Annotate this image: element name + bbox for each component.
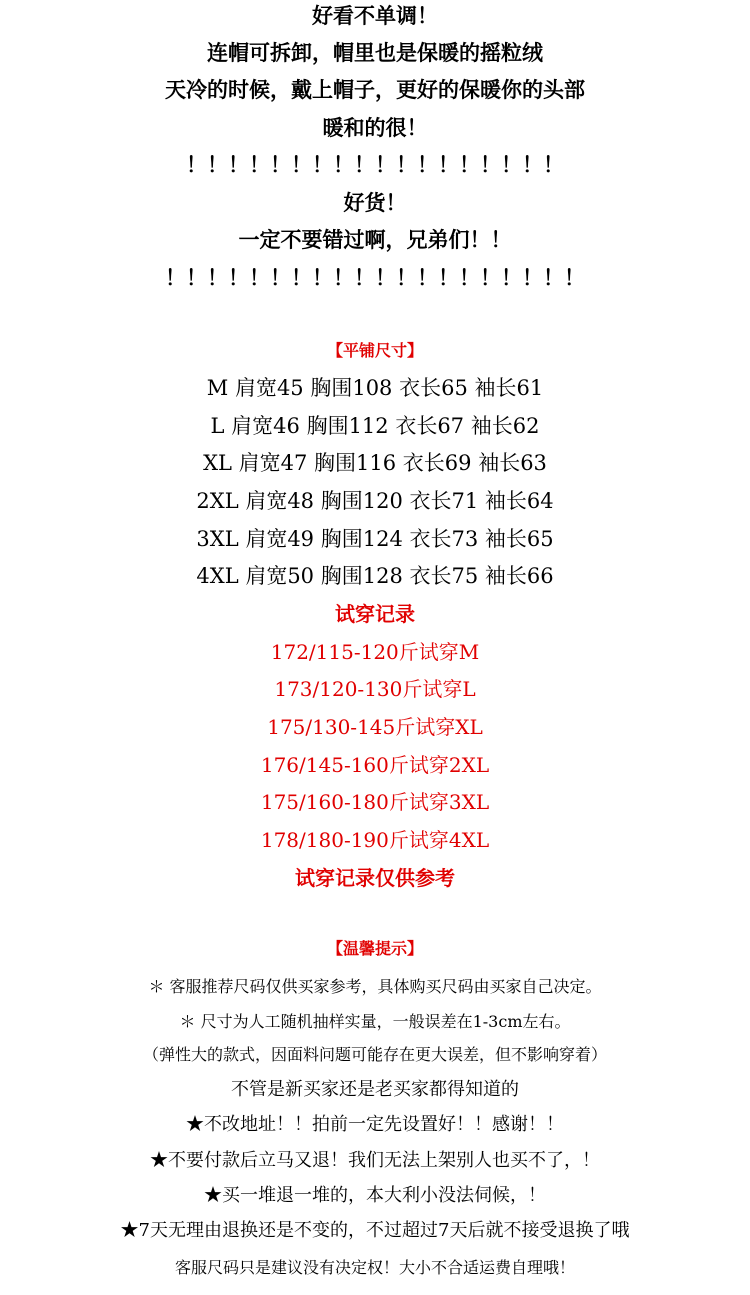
- intro-line: 好看不单调！: [312, 3, 438, 28]
- notice-line: ★不改地址！！拍前一定先设置好！！感谢！！: [186, 1114, 564, 1135]
- size-row: L 肩宽46 胸围112 衣长67 袖长62: [210, 414, 540, 438]
- intro-line: 一定不要错过啊，兄弟们！！: [238, 227, 512, 252]
- tip-line: ＊ 客服推荐尺码仅供买家参考，具体购买尺码由买家自己决定。: [148, 977, 602, 996]
- intro-line: ！！！！！！！！！！！！！！！！！！: [186, 152, 564, 177]
- size-row: XL 肩宽47 胸围116 衣长69 袖长63: [203, 451, 547, 475]
- intro-line: 好货！: [343, 190, 407, 215]
- try-row: 172/115-120斤试穿M: [270, 640, 480, 664]
- size-section-title: 【平铺尺寸】: [326, 341, 423, 360]
- intro-line: 暖和的很！: [322, 115, 428, 140]
- intro-line: ！！！！！！！！！！！！！！！！！！！！: [165, 265, 585, 290]
- size-row: 3XL 肩宽49 胸围124 衣长73 袖长65: [196, 527, 554, 551]
- intro-line: 连帽可拆卸，帽里也是保暖的摇粒绒: [207, 40, 543, 65]
- try-row: 178/180-190斤试穿4XL: [260, 828, 490, 852]
- size-row: M 肩宽45 胸围108 衣长65 袖长61: [206, 376, 544, 400]
- try-row: 175/160-180斤试穿3XL: [260, 790, 490, 814]
- tips-section-title: 【温馨提示】: [326, 939, 423, 958]
- tip-line: ＊ 尺寸为人工随机抽样实量，一般误差在1-3cm左右。: [179, 1012, 571, 1031]
- notice-line: ★7天无理由退换还是不变的，不过超过7天后就不接受退换了哦: [120, 1220, 630, 1241]
- tip-line: （弹性大的款式，因面料问题可能存在更大误差，但不影响穿着）: [142, 1045, 607, 1064]
- try-row: 173/120-130斤试穿L: [274, 677, 476, 701]
- size-row: 4XL 肩宽50 胸围128 衣长75 袖长66: [196, 564, 554, 588]
- try-section-title: 试穿记录: [335, 602, 415, 626]
- size-row: 2XL 肩宽48 胸围120 衣长71 袖长64: [196, 489, 554, 513]
- try-row: 175/130-145斤试穿XL: [267, 715, 483, 739]
- notice-line: ★不要付款后立马又退！我们无法上架别人也买不了，！: [150, 1150, 600, 1171]
- try-row: 176/145-160斤试穿2XL: [260, 753, 490, 777]
- try-section-note: 试穿记录仅供参考: [295, 866, 455, 890]
- notice-line: 客服尺码只是建议没有决定权！大小不合适运费自理哦！: [174, 1258, 575, 1277]
- intro-line: 天冷的时候，戴上帽子，更好的保暖你的头部: [165, 77, 585, 102]
- notice-line: ★买一堆退一堆的，本大利小没法伺候，！: [204, 1185, 546, 1206]
- notice-line: 不管是新买家还是老买家都得知道的: [231, 1079, 519, 1100]
